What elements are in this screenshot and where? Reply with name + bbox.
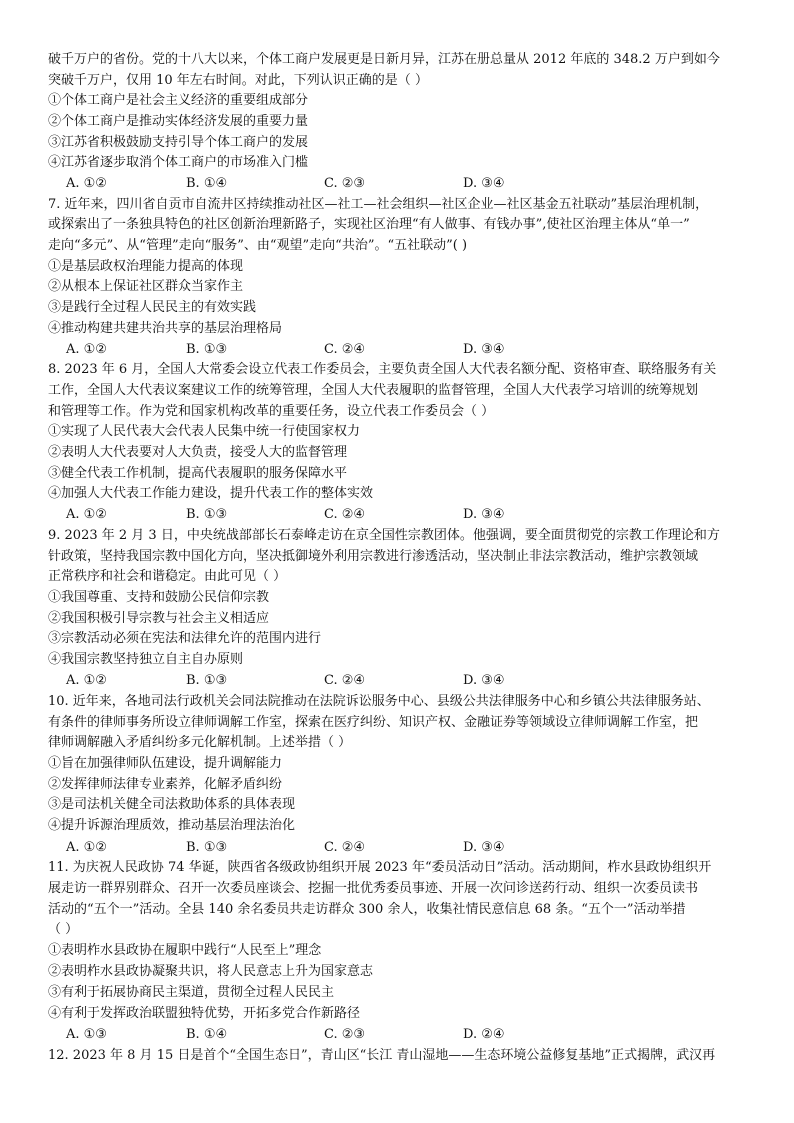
statement-3: ③有利于拓展协商民主渠道，贯彻全过程人民民主 (48, 985, 335, 1000)
statement-4: ④江苏省逐步取消个体工商户的市场准入门槛 (48, 155, 309, 170)
statement-2: ②表明人大代表要对人大负责，接受人大的监督管理 (48, 445, 348, 460)
text-line: 或探索出了一条独具特色的社区创新治理新路子，实现社区治理“有人做事、有钱办事”,使社区治理主体从“单一” (48, 217, 690, 232)
option-a: A. ①② (66, 673, 107, 688)
option-a: A. ①② (66, 176, 107, 191)
statement-4: ④有利于发挥政治联盟独特优势，开拓多党合作新路径 (48, 1006, 361, 1021)
statement-3: ③健全代表工作机制，提高代表履职的服务保障水平 (48, 466, 348, 481)
text-line: 工作，全国人大代表议案建议工作的统筹管理，全国人大代表履职的监督管理，全国人大代表学习培训的统筹规划 (48, 383, 699, 398)
text-line: 针政策，坚持我国宗教中国化方向，坚决抵御境外利用宗教进行渗透活动，坚决制止非法宗教活动，维护宗教领域 (48, 549, 699, 564)
text-line: （ ） (48, 922, 79, 937)
text-line: 展走访一群界别群众、召开一次委员座谈会、挖掘一批优秀委员事迹、开展一次问诊送药行动、组织一次委员读书 (48, 881, 699, 896)
statement-3: ③是司法机关健全司法救助体系的具体表现 (48, 797, 296, 812)
statement-4: ④推动构建共建共治共享的基层治理格局 (48, 321, 283, 336)
option-c: C. ②④ (324, 673, 366, 688)
option-b: B. ①④ (186, 176, 228, 191)
statement-1: ①表明柞水县政协在履职中践行“人民至上”理念 (48, 943, 322, 958)
option-d: D. ③④ (463, 507, 505, 522)
text-line: 走向“多元”、从“管理”走向“服务”、由“观望”走向“共治”。“五社联动”( ) (48, 238, 468, 253)
option-c: C. ②④ (324, 507, 366, 522)
statement-2: ②表明柞水县政协凝聚共识，将人民意志上升为国家意志 (48, 964, 374, 979)
option-d: D. ③④ (463, 176, 505, 191)
option-d: D. ③④ (463, 342, 505, 357)
text-line: 律师调解融入矛盾纠纷多元化解机制。上述举措（ ） (48, 735, 352, 750)
question-11-stem: 11. 为庆祝人民政协 74 华诞，陕西省各级政协组织开展 2023 年“委员活动日”活动。活动期间，柞水县政协组织开 (48, 860, 712, 875)
text-line: 和管理等工作。作为党和国家机构改革的重要任务，设立代表工作委员会（ ） (48, 404, 495, 419)
question-8-stem: 8. 2023 年 6 月，全国人大常委会设立代表工作委员会，主要负责全国人大代表名额分配、资格审查、联络服务有关 (48, 362, 717, 377)
statement-3: ③是践行全过程人民民主的有效实践 (48, 300, 257, 315)
text-line: 活动的“五个一”活动。全县 140 余名委员共走访群众 300 余人，收集社情民意信息 68 条。“五个一”活动举措 (48, 902, 686, 917)
option-b: B. ①③ (186, 342, 228, 357)
answer-options-q8 (66, 505, 716, 525)
option-a: A. ①③ (66, 1027, 107, 1042)
option-a: A. ①② (66, 342, 107, 357)
answer-options-q9 (66, 671, 716, 691)
option-c: C. ②④ (324, 840, 366, 855)
answer-options-q11 (66, 1025, 716, 1045)
statement-1: ①旨在加强律师队伍建设，提升调解能力 (48, 756, 283, 771)
option-d: D. ②④ (463, 1027, 505, 1042)
option-b: B. ①③ (186, 673, 228, 688)
text-line: 正常秩序和社会和谐稳定。由此可见（ ） (48, 569, 287, 584)
text-line: 有条件的律师事务所设立律师调解工作室，探索在医疗纠纷、知识产权、金融证券等领域设立律师调解工作室，把 (48, 715, 699, 730)
statement-4: ④提升诉源治理质效，推动基层治理法治化 (48, 818, 296, 833)
question-10-stem: 10. 近年来，各地司法行政机关会同法院推动在法院诉讼服务中心、县级公共法律服务中心和乡镇公共法律服务站、 (48, 694, 710, 709)
statement-3: ③宗教活动必须在宪法和法律允许的范围内进行 (48, 631, 322, 646)
statement-1: ①个体工商户是社会主义经济的重要组成部分 (48, 93, 309, 108)
statement-2: ②个体工商户是推动实体经济发展的重要力量 (48, 114, 309, 129)
answer-options-q10 (66, 838, 716, 858)
statement-2: ②从根本上保证社区群众当家作主 (48, 279, 244, 294)
option-b: B. ①③ (186, 507, 228, 522)
option-d: D. ③④ (463, 840, 505, 855)
answer-options-q6 (66, 174, 716, 194)
statement-4: ④我国宗教坚持独立自主自办原则 (48, 652, 244, 667)
statement-3: ③江苏省积极鼓励支持引导个体工商户的发展 (48, 135, 309, 150)
option-c: C. ②③ (324, 1027, 366, 1042)
statement-1: ①实现了人民代表大会代表人民集中统一行使国家权力 (48, 424, 361, 439)
statement-2: ②发挥律师法律专业素养，化解矛盾纠纷 (48, 777, 283, 792)
statement-1: ①我国尊重、支持和鼓励公民信仰宗教 (48, 590, 270, 605)
option-a: A. ①② (66, 507, 107, 522)
question-9-stem: 9. 2023 年 2 月 3 日，中央统战部部长石泰峰走访在京全国性宗教团体。他强调，要全面贯彻党的宗教工作理论和方 (48, 528, 720, 543)
answer-options-q7 (66, 340, 716, 360)
option-c: C. ②④ (324, 342, 366, 357)
statement-2: ②我国积极引导宗教与社会主义相适应 (48, 611, 270, 626)
option-d: D. ③④ (463, 673, 505, 688)
option-a: A. ①② (66, 840, 107, 855)
text-line: 突破千万户，仅用 10 年左右时间。对此，下列认识正确的是（ ） (48, 73, 428, 88)
statement-1: ①是基层政权治理能力提高的体现 (48, 259, 244, 274)
question-7-stem: 7. 近年来，四川省自贡市自流井区持续推动社区—社工—社会组织—社区企业—社区基金五社联动”基层治理机制， (48, 197, 709, 212)
option-b: B. ①③ (186, 840, 228, 855)
statement-4: ④加强人大代表工作能力建设，提升代表工作的整体实效 (48, 486, 374, 501)
option-b: B. ①④ (186, 1027, 228, 1042)
question-12-stem: 12. 2023 年 8 月 15 日是首个“全国生态日”，青山区“长江 青山湿地——生态环境公益修复基地”正式揭牌，武汉再 (48, 1048, 716, 1063)
text-line: 破千万户的省份。党的十八大以来，个体工商户发展更是日新月异，江苏在册总量从 2012 年底的 348.2 万户到如今 (48, 52, 720, 67)
option-c: C. ②③ (324, 176, 366, 191)
